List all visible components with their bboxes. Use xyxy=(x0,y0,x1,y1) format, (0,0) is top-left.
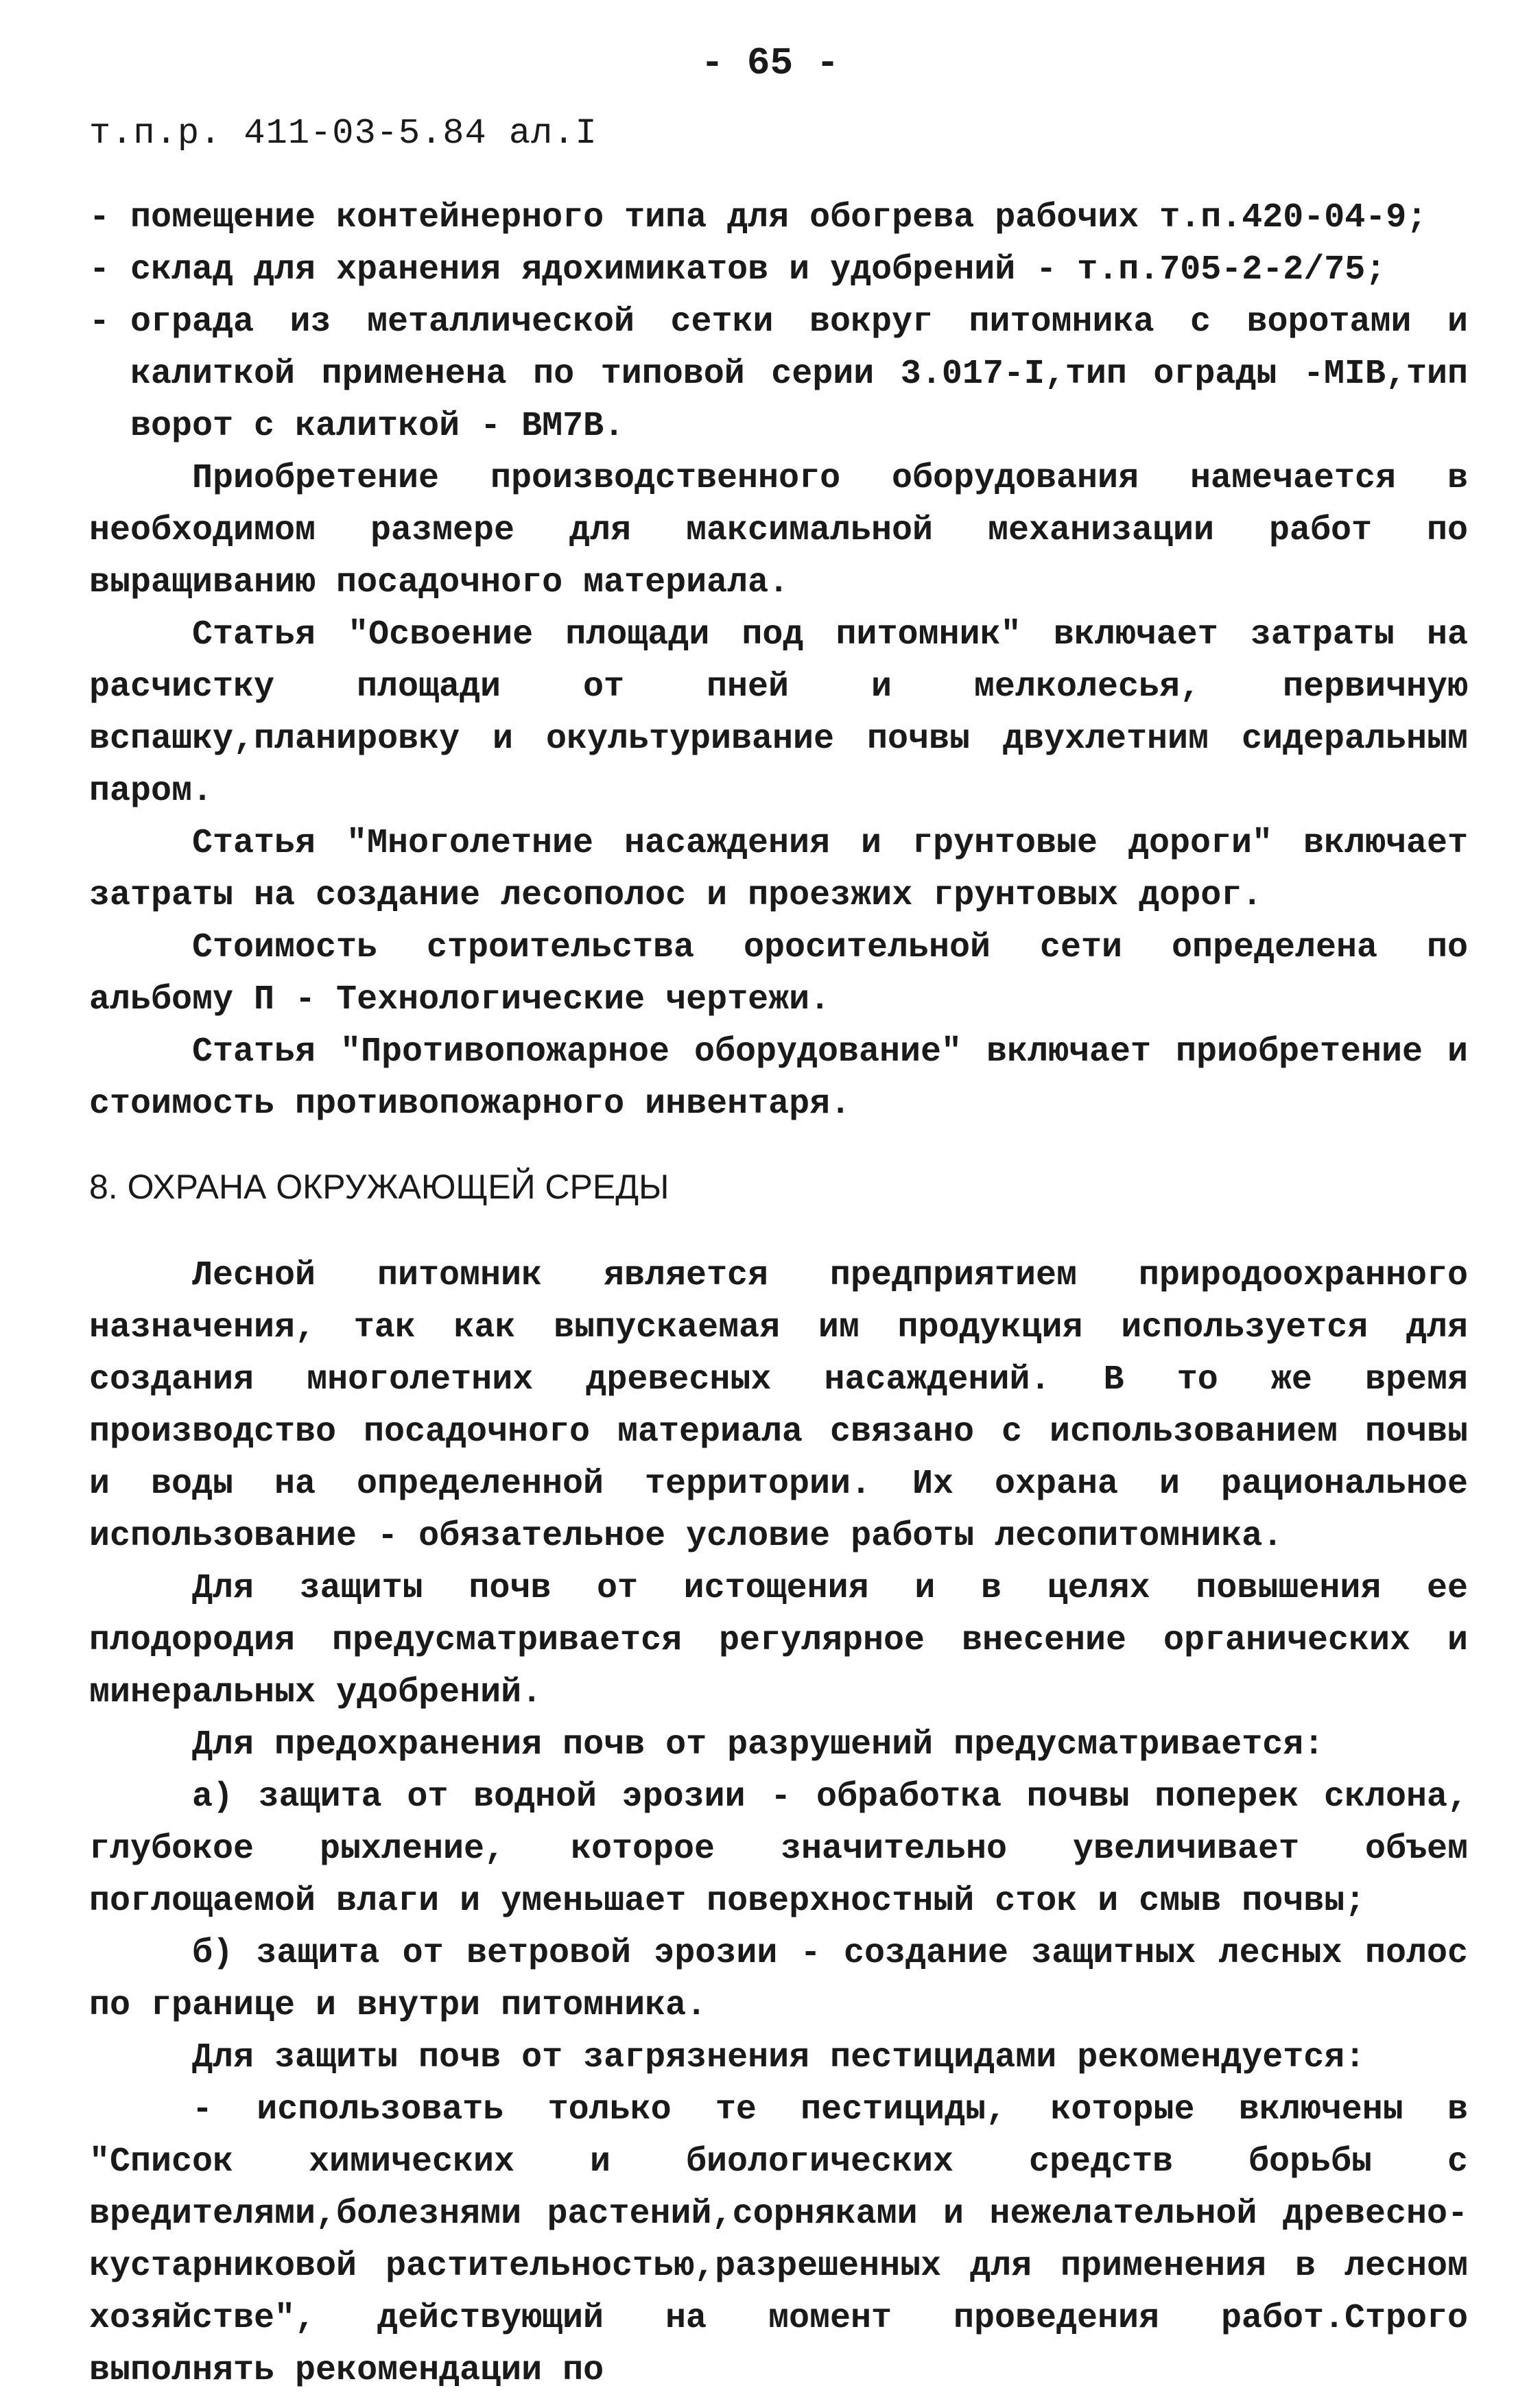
document-code: т.п.р. 411-03-5.84 ал.I xyxy=(89,113,597,154)
paragraph: Статья "Многолетние насаждения и грунтовые дороги" включает затраты на создание лесополос и проезжих грунтовых дорог. xyxy=(89,824,1468,915)
section-heading: 8. ОХРАНА ОКРУЖАЮЩЕЙ СРЕДЫ xyxy=(89,1168,670,1206)
page-number: - 65 - xyxy=(700,41,840,85)
paragraph: а) защита от водной эрозии - обработка почвы поперек склона, глубокое рыхление, которое значительно увеличивает объем поглощаемой влаги и уменьшает поверхностный сток и смыв почвы; xyxy=(89,1778,1468,1921)
paragraph: - использовать только те пестициды, которые включены в "Список химических и биологических средств борьбы с вредителями,болезнями растений,сорняками и нежелательной древесно-кустарниковой растительностью,разрешенных для применения в лесном хозяйстве", действующий на момент проведения работ.Строго выполнять рекомендации по xyxy=(89,2090,1468,2390)
paragraph: Для защиты почв от истощения и в целях повышения ее плодородия предусматривается регулярное внесение органических и минеральных удобрений. xyxy=(89,1569,1468,1712)
list-item: - склад для хранения ядохимикатов и удобрений - т.п.705-2-2/75; xyxy=(89,250,1386,290)
document-body xyxy=(89,192,1468,2397)
paragraph: Приобретение производственного оборудования намечается в необходимом размере для максимальной механизации работ по выращиванию посадочного материала. xyxy=(89,459,1468,602)
paragraph: Для предохранения почв от разрушений предусматривается: xyxy=(192,1725,1325,1764)
paragraph: Статья "Противопожарное оборудование" включает приобретение и стоимость противопожарного инвентаря. xyxy=(89,1032,1468,1124)
paragraph: Статья "Освоение площади под питомник" включает затраты на расчистку площади от пней и мелколесья, первичную вспашку,планировку и окультуривание почвы двухлетним сидеральным паром. xyxy=(89,615,1468,811)
paragraph: Стоимость строительства оросительной сети определена по альбому П - Технологические чертежи. xyxy=(89,928,1468,1019)
list-item: - ограда из металлической сетки вокруг питомника с воротами и калиткой применена по типовой серии 3.017-I,тип ограды -МIВ,тип ворот с калиткой - ВМ7В. xyxy=(89,303,1468,446)
paragraph: б) защита от ветровой эрозии - создание защитных лесных полос по границе и внутри питомника. xyxy=(89,1934,1468,2025)
paragraph: Для защиты почв от загрязнения пестицидами рекомендуется: xyxy=(192,2038,1366,2077)
list-item: - помещение контейнерного типа для обогрева рабочих т.п.420-04-9; xyxy=(89,198,1428,237)
paragraph: Лесной питомник является предприятием природоохранного назначения, так как выпускаемая им продукция используется для создания многолетних древесных насаждений. В то же время производство посадочного материала связано с использованием почвы и воды на определенной территории. Их охрана и рациональное использование - обязательное условие работы лесопитомника. xyxy=(89,1256,1468,1556)
